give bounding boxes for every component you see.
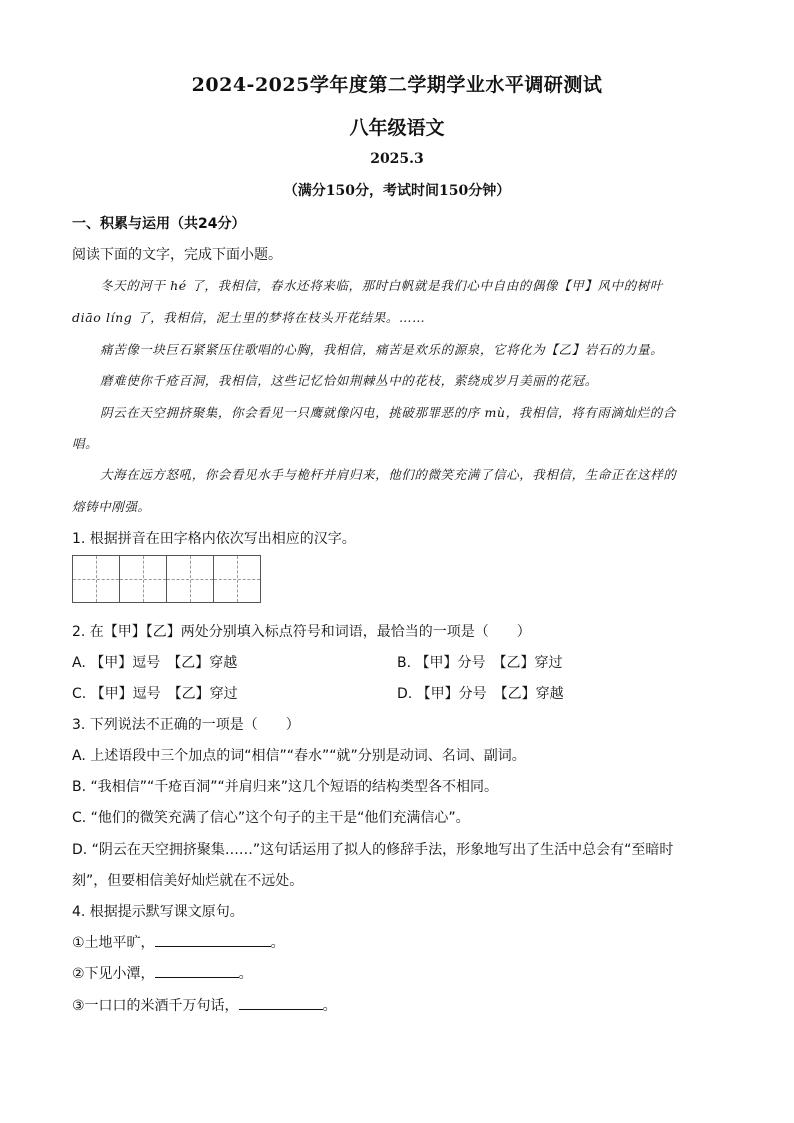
passage-line: diāo líng 了，我相信，泥土里的梦将在枝头开花结果。…… (72, 310, 426, 325)
tianzige-cell[interactable] (213, 555, 261, 603)
question-2: 2. 在【甲】【乙】两处分别填入标点符号和词语，最恰当的一项是（ ） (72, 624, 531, 640)
q2-option-b[interactable]: B. 【甲】分号 【乙】穿过 (397, 655, 563, 671)
instruction-text: 阅读下面的文字，完成下面小题。 (72, 247, 282, 263)
q4-item-text: ③一口口的米酒千万句话， (72, 998, 239, 1014)
answer-blank[interactable] (155, 963, 239, 978)
subject-title: 八年级语文 (349, 117, 445, 139)
q2-option-d[interactable]: D. 【甲】分号 【乙】穿越 (397, 686, 564, 702)
q4-item-1 (72, 932, 732, 952)
q4-item-end: 。 (238, 966, 253, 982)
q4-item-end: 。 (322, 998, 337, 1014)
q3-option-b[interactable]: B. “我相信”“千疮百洞”“并肩归来”这几个短语的结构类型各不相同。 (72, 779, 499, 795)
q3-option-d[interactable]: D. “阴云在天空拥挤聚集……”这句话运用了拟人的修辞手法，形象地写出了生活中总会有“至暗时 (72, 842, 674, 858)
passage-line: 阴云在天空拥挤聚集，你会看见一只鹰就像闪电，挑破那罪恶的序 mù，我相信，将有雨滴灿烂的合 (100, 405, 676, 420)
tianzige-cell[interactable] (72, 555, 120, 603)
q4-item-end: 。 (270, 935, 285, 951)
exam-date: 2025.3 (370, 151, 424, 167)
passage-line: 大海在远方怒吼，你会看见水手与桅杆并肩归来，他们的微笑充满了信心，我相信，生命正在这样的 (100, 467, 677, 482)
section-heading: 一、积累与运用（共24分） (72, 216, 246, 232)
answer-blank[interactable] (239, 995, 323, 1010)
passage-line: 痛苦像一块巨石紧紧压住歌唱的心胸，我相信，痛苦是欢乐的源泉，它将化为【乙】岩石的力量。 (100, 342, 664, 357)
question-1: 1. 根据拼音在田字格内依次写出相应的汉字。 (72, 531, 356, 547)
tianzige-cell[interactable] (119, 555, 167, 603)
exam-note: （满分150分，考试时间150分钟） (283, 183, 511, 199)
tianzige-grid[interactable] (72, 555, 260, 603)
q4-item-text: ①土地平旷， (72, 935, 155, 951)
q2-option-a[interactable]: A. 【甲】逗号 【乙】穿越 (72, 655, 238, 671)
q4-item-2 (72, 963, 732, 983)
q3-option-a[interactable]: A. 上述语段中三个加点的词“相信”“春水”“就”分别是动词、名词、副词。 (72, 748, 526, 764)
passage-line: 唱。 (72, 436, 99, 451)
passage-line: 冬天的河干 hé 了，我相信，春水还将来临，那时白帆就是我们心中自由的偶像【甲】风中的树叶 (100, 278, 663, 293)
q4-item-3 (72, 995, 732, 1015)
exam-title: 2024-2025学年度第二学期学业水平调研测试 (191, 74, 603, 96)
passage-line: 熔铸中刚强。 (72, 499, 151, 514)
q3-option-c[interactable]: C. “他们的微笑充满了信心”这个句子的主干是“他们充满信心”。 (72, 810, 470, 826)
q3-option-d-cont: 刻”，但要相信美好灿烂就在不远处。 (72, 873, 304, 889)
question-3: 3. 下列说法不正确的一项是（ ） (72, 717, 300, 733)
tianzige-cell[interactable] (166, 555, 214, 603)
q4-item-text: ②下见小潭， (72, 966, 155, 982)
passage-line: 磨难使你千疮百洞，我相信，这些记忆恰如荆棘丛中的花枝，萦绕成岁月美丽的花冠。 (100, 373, 598, 388)
question-4: 4. 根据提示默写课文原句。 (72, 904, 244, 920)
answer-blank[interactable] (155, 932, 271, 947)
q2-option-c[interactable]: C. 【甲】逗号 【乙】穿过 (72, 686, 238, 702)
